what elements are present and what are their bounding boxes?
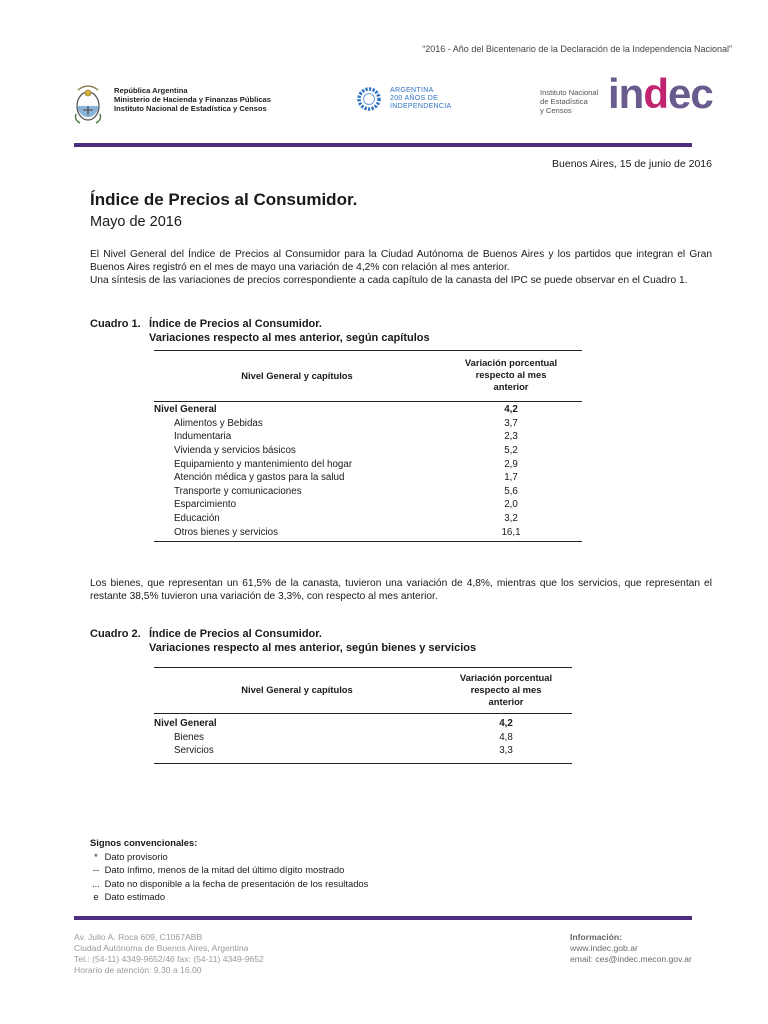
cuadro-number: Cuadro 2. <box>90 628 141 640</box>
table-row <box>154 485 582 499</box>
conventional-signs <box>90 836 368 904</box>
bicent-line: INDEPENDENCIA <box>390 103 452 110</box>
address-line: Av. Julio A. Roca 609, C1067ABB <box>74 932 203 942</box>
row-value: 4,8 <box>499 731 513 743</box>
intro-text: Una síntesis de las variaciones de precios correspondiente a cada capítulo de la canasta del IPC se puede observar en el Cuadro 1. <box>90 275 688 287</box>
row-label: Indumentaria <box>174 431 232 443</box>
table-row <box>154 731 572 745</box>
row-value: 2,9 <box>504 458 518 470</box>
column-header-line: Variación porcentual <box>464 357 558 368</box>
row-label: Transporte y comunicaciones <box>174 485 302 497</box>
cuadro1-title <box>90 317 430 345</box>
paragraph-text: Los bienes, que representan un 61,5% de la canasta, tuvieron una variación de 4,8%, mientras que los servicios, que representan el restante 38,5% tuvieron una variación de 3,3%, con respecto al mes anterior. <box>90 578 712 603</box>
sign-item <box>90 877 368 891</box>
row-label: Otros bienes y servicios <box>174 526 278 538</box>
row-value: 4,2 <box>504 404 518 416</box>
sign-text: Dato estimado <box>104 891 166 902</box>
table-row <box>154 498 582 512</box>
indec-inst-line: de Estadística <box>540 97 588 106</box>
row-label: Nivel General <box>154 718 217 730</box>
column-header: Nivel General y capítulos <box>241 370 353 381</box>
indec-inst-line: y Censos <box>540 106 572 115</box>
gov-line: República Argentina <box>114 86 188 95</box>
bicentenario-text <box>390 87 451 111</box>
table-row <box>154 512 582 526</box>
row-label: Servicios <box>174 745 214 757</box>
indec-inst-line: Instituto Nacional <box>540 88 599 97</box>
document-date: Buenos Aires, 15 de junio de 2016 <box>552 158 712 170</box>
table-body <box>154 402 582 542</box>
sign-symbol: -- <box>92 864 100 875</box>
bicent-line: ARGENTINA <box>390 87 434 94</box>
intro-text: El Nivel General del Índice de Precios al Consumidor para la Ciudad Autónoma de Buenos Aires y los partidos que integran el Gran Buenos Aires registró en el mes de mayo una variación de 4,2% con relación al mes anterior. <box>90 249 712 274</box>
row-label: Esparcimiento <box>174 499 237 511</box>
column-header-line: Variación porcentual <box>459 672 553 683</box>
table-header <box>154 667 572 714</box>
bicent-line: 200 AÑOS DE <box>390 95 439 102</box>
row-label: Equipamiento y mantenimiento del hogar <box>174 458 353 470</box>
table-row <box>154 525 582 539</box>
footer-address <box>74 932 264 976</box>
government-name <box>114 86 271 113</box>
column-header <box>440 672 572 708</box>
row-value: 5,2 <box>504 445 518 457</box>
sign-symbol: * <box>94 850 98 862</box>
info-heading: Información: <box>570 932 623 942</box>
row-value: 3,3 <box>499 745 513 757</box>
sign-symbol: e <box>93 891 99 902</box>
table-row <box>154 430 582 444</box>
row-value: 1,7 <box>504 472 518 484</box>
table-row <box>154 403 582 417</box>
row-label: Educación <box>174 513 220 525</box>
indec-logo-part: ec <box>667 70 713 117</box>
sign-item <box>90 890 368 904</box>
row-label: Vivienda y servicios básicos <box>174 445 296 457</box>
column-header-line: respecto al mes <box>475 369 547 380</box>
gov-line: Instituto Nacional de Estadística y Censos <box>114 104 267 113</box>
sign-item <box>90 863 368 877</box>
argentina-coat-of-arms-icon <box>74 84 102 124</box>
cuadro2-title <box>90 627 476 655</box>
footer-info <box>570 932 692 965</box>
indec-logo-accent: d <box>643 70 668 117</box>
cuadro-subtitle: Variaciones respecto al mes anterior, según bienes y servicios <box>149 642 477 654</box>
table-row <box>154 717 572 731</box>
gov-line: Ministerio de Hacienda y Finanzas Públicas <box>114 95 271 104</box>
table-body <box>154 714 572 764</box>
goods-services-paragraph <box>90 577 712 603</box>
cuadro-title: Índice de Precios al Consumidor. <box>149 318 322 330</box>
signs-heading: Signos convencionales: <box>90 837 198 848</box>
row-value: 2,0 <box>504 499 518 511</box>
table-row <box>154 457 582 471</box>
row-label: Bienes <box>174 731 204 743</box>
column-header-line: respecto al mes <box>470 684 542 695</box>
sign-text: Dato provisorio <box>104 850 168 862</box>
page-title: Índice de Precios al Consumidor. <box>90 190 358 209</box>
row-value: 5,6 <box>504 485 518 497</box>
row-label: Alimentos y Bebidas <box>174 417 263 429</box>
row-value: 16,1 <box>501 526 521 538</box>
column-header-line: anterior <box>493 381 529 392</box>
address-line: Tel.: (54-11) 4349-9652/46 fax: (54-11) 4349-9652 <box>74 954 264 964</box>
cuadro-title: Índice de Precios al Consumidor. <box>149 628 322 640</box>
address-line: Ciudad Autónoma de Buenos Aires, Argentina <box>74 943 249 953</box>
email-link[interactable]: email: ces@indec.mecon.gov.ar <box>570 954 692 964</box>
indec-institute-name <box>540 88 598 115</box>
table-row <box>154 417 582 431</box>
column-header <box>440 357 582 393</box>
row-value: 3,7 <box>504 417 518 429</box>
table-row <box>154 471 582 485</box>
sun-ring-icon <box>356 86 382 112</box>
row-label: Atención médica y gastos para la salud <box>174 472 345 484</box>
sign-item <box>90 850 368 864</box>
intro-paragraph <box>90 248 712 288</box>
indec-logo-part: in <box>608 70 644 117</box>
cuadro1-table <box>154 350 582 542</box>
sign-symbol: ... <box>92 877 100 889</box>
row-value: 2,3 <box>504 431 518 443</box>
cuadro2-table <box>154 667 572 764</box>
footer-divider <box>74 916 692 920</box>
address-line: Horario de atención: 9.30 a 16.00 <box>74 965 202 975</box>
row-label: Nivel General <box>154 404 217 416</box>
row-value: 3,2 <box>504 513 518 525</box>
table-row <box>154 444 582 458</box>
sign-text: Dato no disponible a la fecha de presentación de los resultados <box>104 877 369 889</box>
row-value: 4,2 <box>499 718 513 730</box>
website-link[interactable]: www.indec.gob.ar <box>570 943 638 953</box>
page-subtitle: Mayo de 2016 <box>90 214 182 230</box>
indec-logo <box>608 72 713 116</box>
sign-text: Dato ínfimo, menos de la mitad del último dígito mostrado <box>104 864 345 875</box>
column-header-line: anterior <box>488 696 524 707</box>
motto-text: “2016 - Año del Bicentenario de la Declaración de la Independencia Nacional” <box>422 44 732 54</box>
column-header: Nivel General y capítulos <box>241 684 353 695</box>
header-divider <box>74 143 692 147</box>
table-header <box>154 350 582 402</box>
cuadro-subtitle: Variaciones respecto al mes anterior, según capítulos <box>149 332 430 344</box>
cuadro-number: Cuadro 1. <box>90 318 141 330</box>
table-row <box>154 744 572 758</box>
